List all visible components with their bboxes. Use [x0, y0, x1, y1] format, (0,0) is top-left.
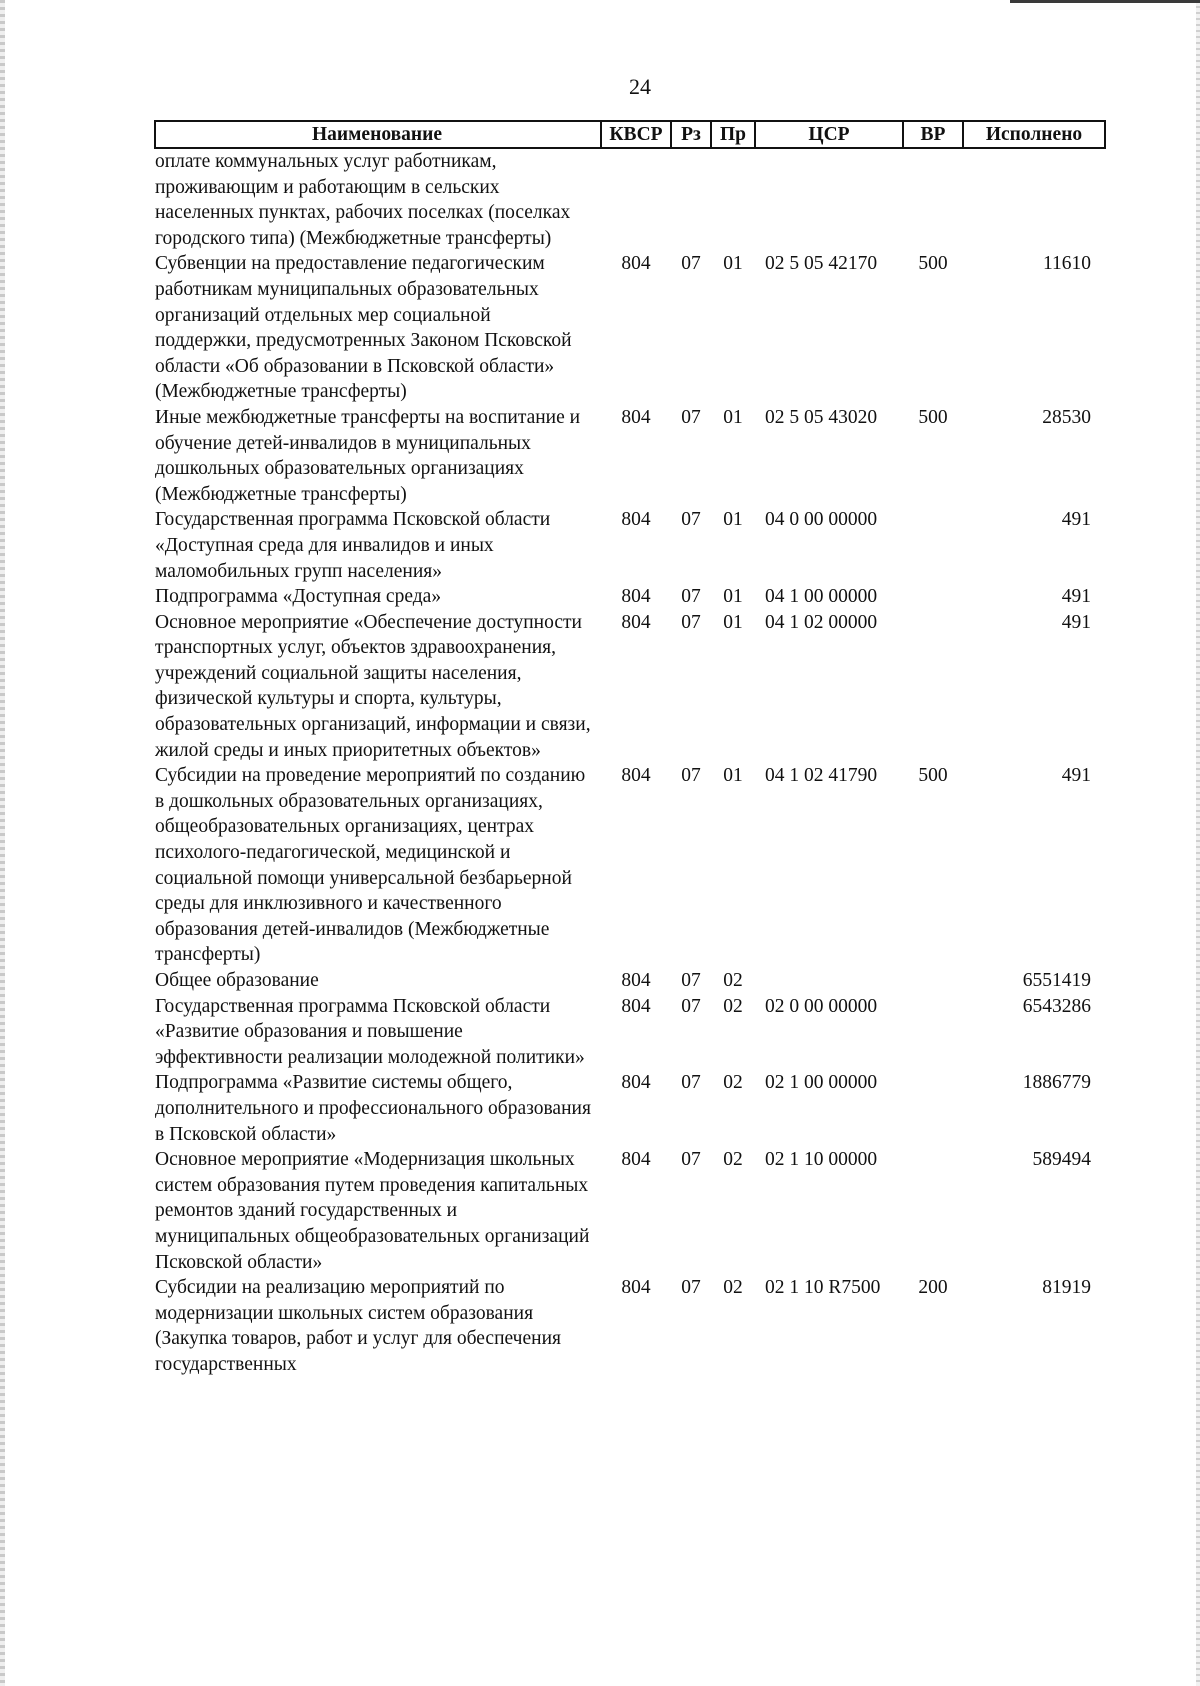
- cell-rz: 07: [681, 995, 701, 1017]
- cell-done: 491: [1061, 586, 1091, 608]
- table-row: [155, 1275, 1105, 1377]
- cell-name: Основное мероприятие «Обеспечение доступности транспортных услуг, объектов здравоохранения, учреждений социальной защиты населения, физической культуры и спорта, культуры, образовательных организаций, информации и связи, жилой среды и иных приоритетных объектов»: [155, 611, 591, 761]
- cell-vr: [903, 507, 963, 584]
- cell-kvsr: 804: [621, 970, 651, 991]
- scan-top-rule: [1010, 0, 1200, 3]
- cell-name: Субвенции на предоставление педагогическим работникам муниципальных образовательных организаций отдельных мер социальной поддержки, предусмотренных Законом Псковской области «Об образовании в Псковской области» (Межбюджетные трансферты): [155, 253, 572, 403]
- cell-pr: [711, 148, 755, 251]
- header-rz: Рз: [671, 121, 711, 148]
- cell-rz: 07: [681, 406, 701, 428]
- cell-kvsr: 804: [621, 1072, 651, 1094]
- cell-rz: 07: [681, 1277, 701, 1299]
- table-row: [155, 610, 1105, 764]
- cell-rz: 07: [681, 1072, 701, 1094]
- cell-csr: [755, 968, 903, 994]
- cell-rz: 07: [681, 509, 701, 531]
- cell-pr: 01: [723, 765, 743, 787]
- table-row: [155, 148, 1105, 251]
- cell-kvsr: 804: [621, 406, 651, 428]
- cell-done: [963, 148, 1105, 251]
- cell-pr: 01: [723, 509, 743, 531]
- cell-csr: 04 1 02 00000: [765, 611, 878, 633]
- cell-csr: 02 5 05 43020: [765, 406, 878, 428]
- table-row: [155, 405, 1105, 507]
- cell-done: 491: [1061, 765, 1091, 787]
- cell-csr: 02 1 00 00000: [765, 1072, 878, 1094]
- cell-vr: [903, 148, 963, 251]
- cell-name: Государственная программа Псковской области «Доступная среда для инвалидов и иных маломобильных групп населения»: [155, 509, 551, 582]
- cell-rz: 07: [681, 970, 701, 991]
- cell-vr: [903, 1147, 963, 1275]
- cell-vr: [903, 610, 963, 764]
- cell-kvsr: 804: [621, 995, 651, 1017]
- header-kvsr: КВСР: [601, 121, 671, 148]
- table-row: [155, 968, 1105, 994]
- cell-done: 491: [1061, 509, 1091, 531]
- table-row: [155, 584, 1105, 610]
- cell-csr: 04 1 00 00000: [765, 586, 878, 608]
- table-row: [155, 507, 1105, 584]
- cell-done: 28530: [1042, 406, 1091, 428]
- cell-vr: [903, 1070, 963, 1147]
- page-number: 24: [629, 74, 651, 99]
- cell-kvsr: 804: [621, 509, 651, 531]
- cell-vr: 500: [918, 406, 948, 428]
- cell-rz: 07: [681, 1149, 701, 1171]
- cell-rz: 07: [681, 253, 701, 275]
- table-row: [155, 1147, 1105, 1275]
- cell-pr: 01: [723, 253, 743, 275]
- header-vr: ВР: [903, 121, 963, 148]
- cell-name: Иные межбюджетные трансферты на воспитание и обучение детей-инвалидов в муниципальных дошкольных образовательных организациях (Межбюджетные трансферты): [155, 406, 581, 505]
- cell-csr: 02 1 10 R7500: [765, 1277, 881, 1299]
- cell-kvsr: 804: [621, 253, 651, 275]
- cell-pr: 02: [723, 995, 743, 1017]
- cell-csr: 02 5 05 42170: [765, 253, 878, 275]
- cell-vr: [903, 968, 963, 994]
- cell-csr: 02 1 10 00000: [765, 1149, 878, 1171]
- header-done: Исполнено: [963, 121, 1105, 148]
- table-header-row: [155, 121, 1105, 148]
- cell-kvsr: 804: [621, 1149, 651, 1171]
- cell-pr: 01: [723, 611, 743, 633]
- cell-vr: [903, 994, 963, 1071]
- cell-rz: 07: [681, 586, 701, 608]
- cell-name: Основное мероприятие «Модернизация школьных систем образования путем проведения капитальных ремонтов зданий государственных и муниципальных общеобразовательных организаций Псковской области»: [155, 1149, 590, 1273]
- cell-name: Подпрограмма «Развитие системы общего, дополнительного и профессионального образования в Псковской области»: [155, 1072, 591, 1145]
- cell-name: Государственная программа Псковской области «Развитие образования и повышение эффективности реализации молодежной политики»: [155, 995, 585, 1068]
- cell-csr: 02 0 00 00000: [765, 995, 878, 1017]
- cell-pr: 01: [723, 586, 743, 608]
- cell-kvsr: 804: [621, 765, 651, 787]
- cell-done: 589494: [1032, 1149, 1091, 1171]
- table-body: [155, 148, 1105, 1378]
- cell-csr: 04 1 02 41790: [765, 765, 878, 787]
- budget-table: [154, 120, 1106, 1378]
- cell-rz: 07: [681, 765, 701, 787]
- cell-vr: 500: [918, 253, 948, 275]
- cell-pr: 02: [723, 970, 743, 991]
- cell-done: 6543286: [1022, 995, 1091, 1017]
- table-row: [155, 994, 1105, 1071]
- cell-pr: 02: [723, 1277, 743, 1299]
- scan-left-edge: [0, 0, 5, 1686]
- cell-name: Субсидии на реализацию мероприятий по модернизации школьных систем образования (Закупка товаров, работ и услуг для обеспечения государственных: [155, 1277, 561, 1375]
- cell-name: Подпрограмма «Доступная среда»: [155, 586, 442, 608]
- cell-name: оплате коммунальных услуг работникам, проживающим и работающим в сельских населенных пунктах, рабочих поселках (поселках городского типа) (Межбюджетные трансферты): [155, 151, 571, 249]
- table-row: [155, 251, 1105, 405]
- header-name: Наименование: [155, 121, 601, 148]
- cell-kvsr: 804: [621, 586, 651, 608]
- cell-csr: 04 0 00 00000: [765, 509, 878, 531]
- cell-kvsr: [601, 148, 671, 251]
- cell-pr: 01: [723, 406, 743, 428]
- header-pr: Пр: [711, 121, 755, 148]
- cell-done: 1886779: [1022, 1072, 1091, 1094]
- cell-name: Субсидии на проведение мероприятий по созданию в дошкольных образовательных организациях, общеобразовательных организациях, центрах психолого-педагогической, медицинской и социальной помощи универсальной безбарьерной среды для инклюзивного и качественного образования детей-инвалидов (Межбюджетные трансферты): [155, 765, 586, 966]
- cell-vr: 200: [918, 1277, 948, 1299]
- cell-name: Общее образование: [155, 970, 319, 991]
- cell-vr: [903, 584, 963, 610]
- cell-done: 81919: [1042, 1277, 1091, 1299]
- scan-right-edge: [1196, 0, 1200, 1686]
- cell-kvsr: 804: [621, 611, 651, 633]
- cell-pr: 02: [723, 1149, 743, 1171]
- cell-vr: 500: [918, 765, 948, 787]
- cell-kvsr: 804: [621, 1277, 651, 1299]
- table-row: [155, 1070, 1105, 1147]
- header-csr: ЦСР: [755, 121, 903, 148]
- cell-csr: [755, 148, 903, 251]
- cell-rz: [671, 148, 711, 251]
- cell-rz: 07: [681, 611, 701, 633]
- cell-pr: 02: [723, 1072, 743, 1094]
- table-row: [155, 763, 1105, 968]
- cell-done: 491: [1061, 611, 1091, 633]
- cell-done: 6551419: [1022, 970, 1091, 991]
- cell-done: 11610: [1042, 253, 1091, 275]
